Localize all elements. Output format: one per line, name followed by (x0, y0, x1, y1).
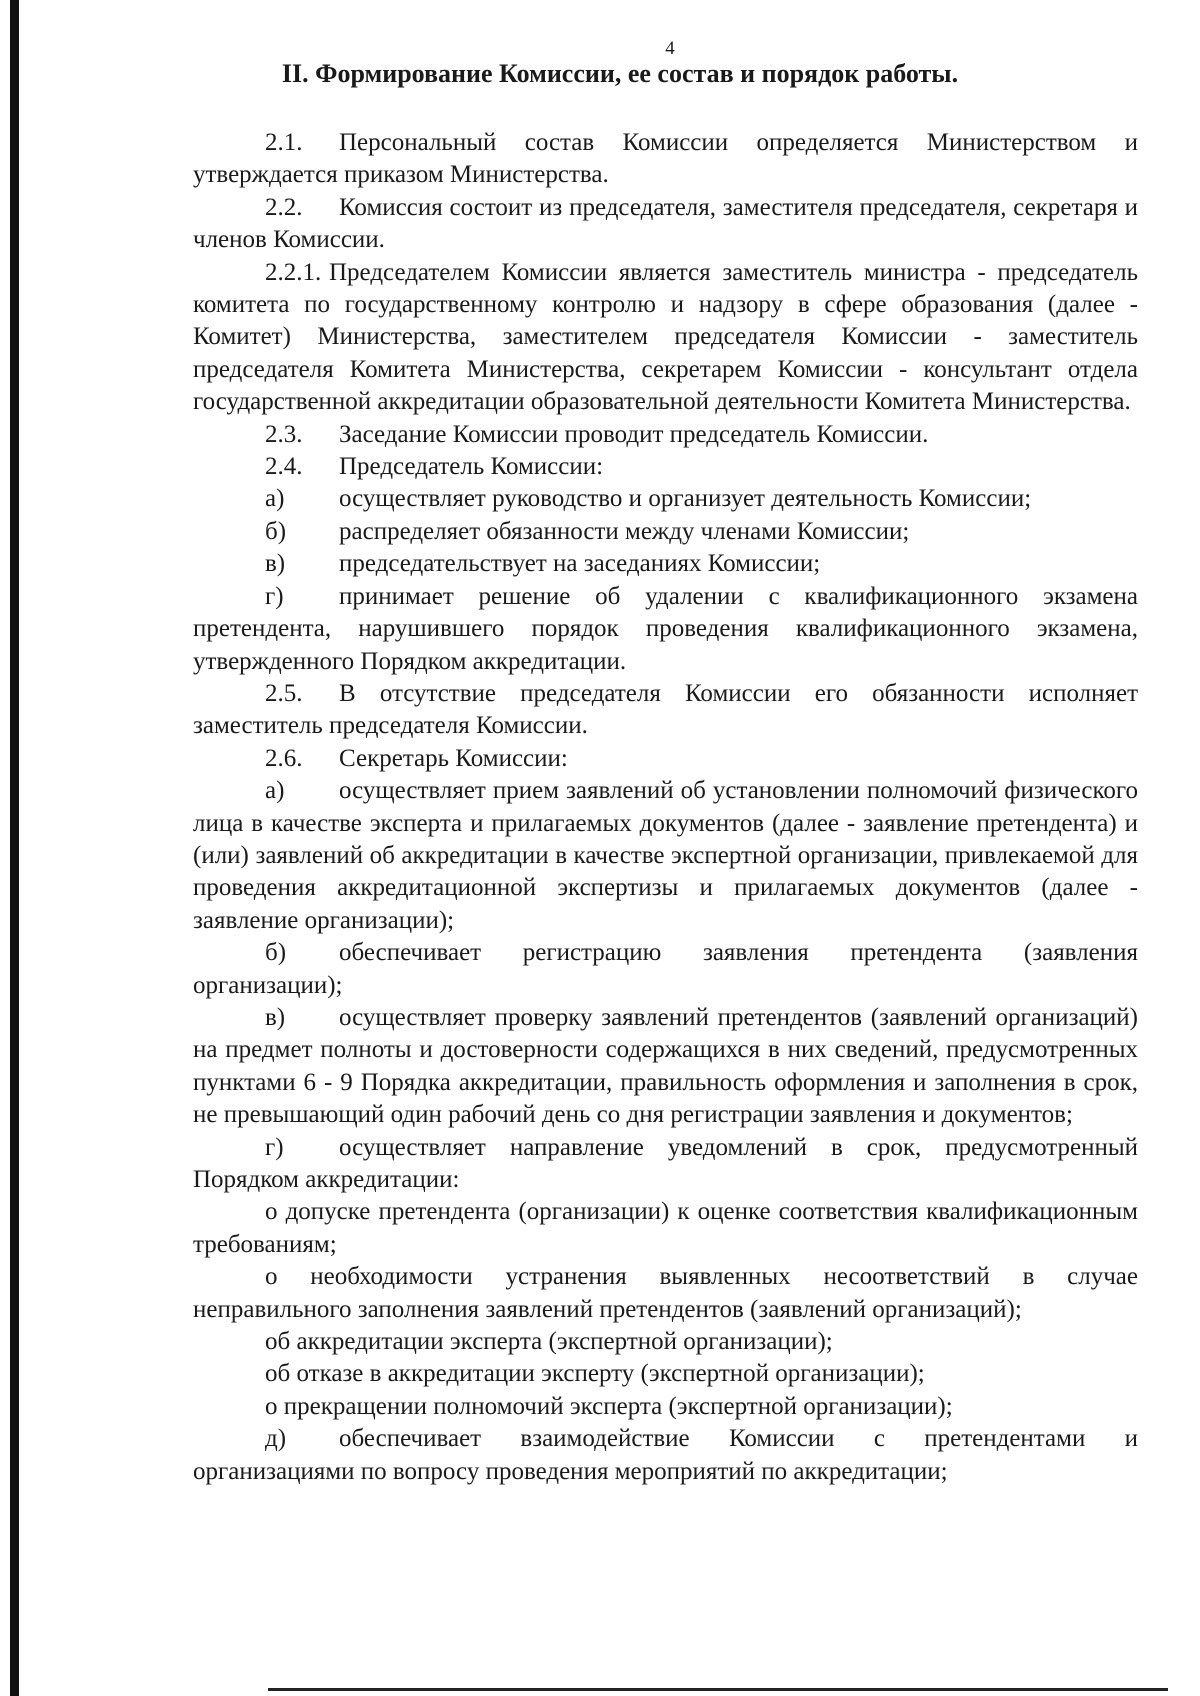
notice-text: об отказе в аккредитации эксперту (экспертной организации); (265, 1360, 925, 1388)
list-item-text: председательствует на заседаниях Комиссии; (339, 550, 821, 578)
list-item-a (193, 483, 1138, 515)
list-item-text: осуществляет проверку заявлений претендентов (заявлений организаций) на предмет полноты и достоверности содержащихся в них сведений, предусмотренных пунктами 6 - 9 Порядка аккредитации, правильность оформления и заполнения в срок, не превышающий один рабочий день со дня регистрации заявления и документов; (193, 1003, 1138, 1129)
page-number: 4 (665, 38, 675, 59)
notice-item (193, 1391, 1138, 1423)
scan-edge (10, 0, 19, 1696)
list-item-text: принимает решение об удалении с квалификационного экзамена претендента, нарушившего порядок проведения квалификационного экзамена, утвержденного Порядком аккредитации. (193, 582, 1138, 675)
bottom-scan-line (268, 1688, 1168, 1691)
list-marker: в) (265, 550, 286, 578)
paragraph-2-4 (193, 451, 1138, 483)
list-marker: б) (265, 517, 287, 545)
list-item-b (193, 937, 1138, 1002)
list-marker: а) (265, 485, 285, 513)
paragraph-number: 2.1. (265, 129, 303, 156)
paragraph-2-6 (193, 743, 1138, 775)
list-item-v (193, 1002, 1138, 1132)
list-item-g (193, 1132, 1138, 1197)
paragraph-number: 2.2.1. (265, 258, 322, 286)
paragraph-2-3 (193, 419, 1138, 451)
paragraph-text: Секретарь Комиссии: (339, 744, 568, 772)
paragraph-text: Председатель Комиссии: (339, 453, 604, 481)
list-item-text: осуществляет направление уведомлений в срок, предусмотренный Порядком аккредитации: (193, 1133, 1138, 1193)
list-item-text: обеспечивает регистрацию заявления претендента (заявления организации); (193, 939, 1138, 999)
notice-text: о прекращении полномочий эксперта (экспертной организации); (265, 1392, 953, 1420)
paragraph-2-2-1 (193, 257, 1138, 419)
section-title: II. Формирование Комиссии, ее состав и порядок работы. (281, 59, 959, 88)
notice-text: об аккредитации эксперта (экспертной организации); (265, 1328, 833, 1356)
notice-item (193, 1261, 1138, 1326)
list-marker: в) (265, 1003, 286, 1031)
paragraph-number: 2.4. (265, 453, 303, 481)
list-item-b (193, 516, 1138, 548)
list-item-text: осуществляет руководство и организует деятельность Комиссии; (339, 485, 1032, 513)
notice-item (193, 1326, 1138, 1358)
list-marker: г) (265, 582, 284, 610)
paragraph-text: Заседание Комиссии проводит председатель Комиссии. (339, 420, 929, 448)
notice-item (193, 1196, 1138, 1261)
list-marker: а) (265, 777, 285, 805)
list-item-text: обеспечивает взаимодействие Комиссии с претендентами и организациями по вопросу проведения мероприятий по аккредитации; (193, 1425, 1138, 1485)
list-item-a (193, 775, 1138, 937)
list-marker: б) (265, 939, 287, 967)
notice-item (193, 1358, 1138, 1390)
paragraph-number: 2.3. (265, 420, 303, 448)
list-item-g (193, 581, 1138, 678)
paragraph-text: Председателем Комиссии является заместитель министра - председатель комитета по государственному контролю и надзору в сфере образования (далее - Комитет) Министерства, заместителем председателя Комиссии - заместитель председателя Комитета Министерства, секретарем Комиссии - консультант отдела государственной аккредитации образовательной деятельности Комитета Министерства. (193, 258, 1138, 416)
list-item-v (193, 548, 1138, 580)
list-item-text: распределяет обязанности между членами Комиссии; (339, 517, 910, 545)
list-item-d (193, 1423, 1138, 1488)
paragraph-2-5 (193, 678, 1138, 743)
list-item-text: осуществляет прием заявлений об установлении полномочий физического лица в качестве эксперта и прилагаемых документов (далее - заявление претендента) и (или) заявлений об аккредитации в качестве экспертной организации, привлекаемой для проведения аккредитационной экспертизы и прилагаемых документов (далее - заявление организации); (193, 777, 1138, 934)
paragraph-2-2 (193, 192, 1138, 257)
document-body (193, 127, 1138, 1488)
paragraph-text: Комиссия состоит из председателя, заместителя председателя, секретаря и членов Комиссии. (193, 193, 1138, 254)
notice-text: о допуске претендента (организации) к оценке соответствия квалификационным требованиям; (193, 1198, 1138, 1258)
list-marker: д) (265, 1425, 287, 1453)
list-marker: г) (265, 1133, 284, 1161)
paragraph-text: В отсутствие председателя Комиссии его обязанности исполняет заместитель председателя Комиссии. (193, 679, 1138, 740)
paragraph-number: 2.5. (265, 679, 303, 707)
paragraph-number: 2.2. (265, 193, 303, 221)
paragraph-number: 2.6. (265, 744, 303, 772)
notice-text: о необходимости устранения выявленных несоответствий в случае неправильного заполнения заявлений претендентов (заявлений организаций); (193, 1263, 1138, 1323)
paragraph-2-1 (193, 127, 1138, 192)
paragraph-text: Персональный состав Комиссии определяется Министерством и утверждается приказом Министерства. (193, 129, 1138, 189)
